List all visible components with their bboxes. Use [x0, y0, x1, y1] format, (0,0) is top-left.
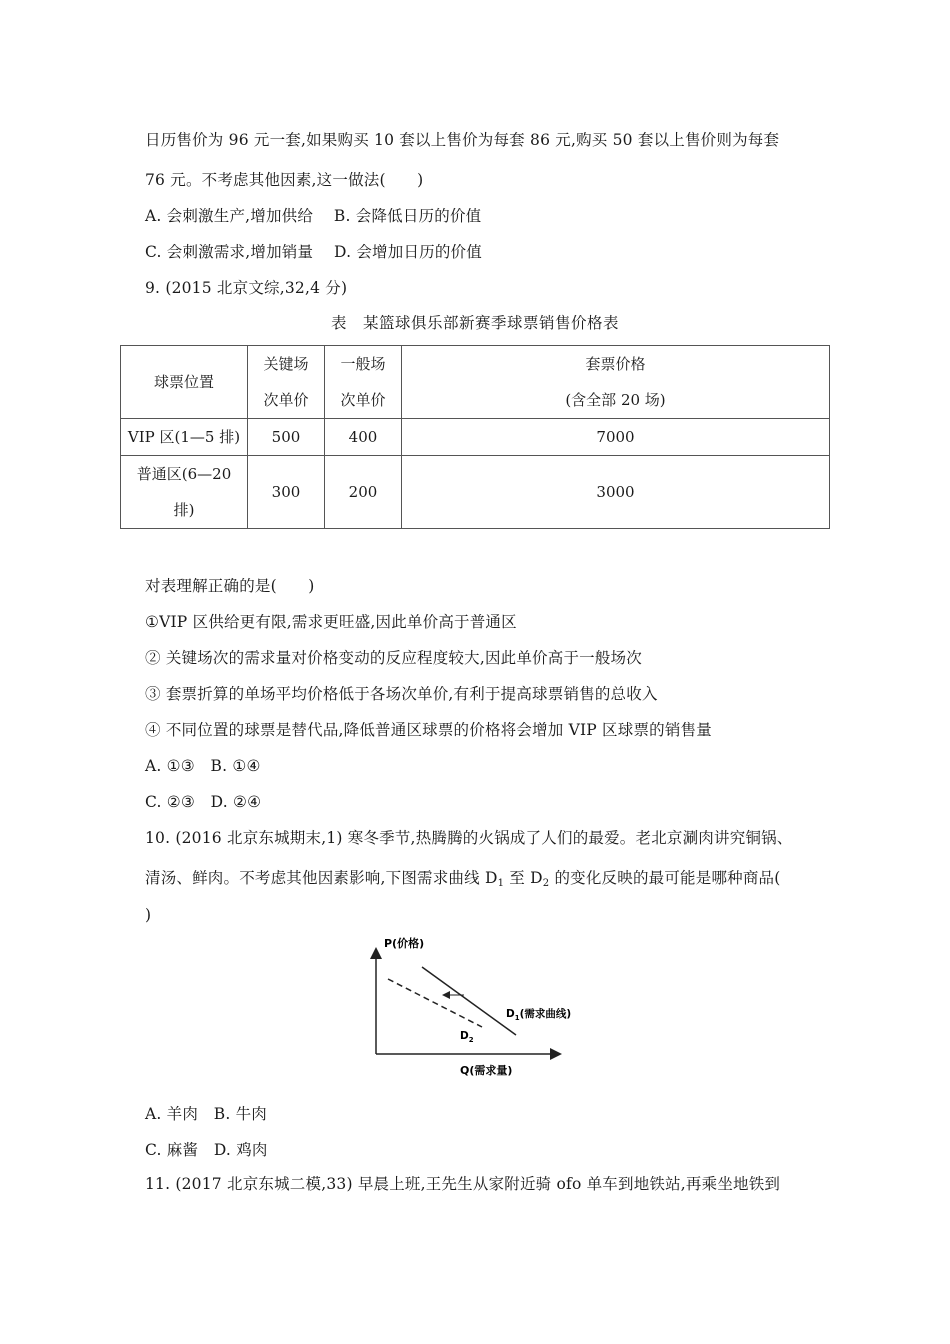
d1-subscript: 1	[514, 1014, 520, 1022]
y-axis-label: P(价格)	[384, 937, 425, 950]
q8-options-ab: A. 会刺激生产,增加供给 B. 会降低日历的价值	[145, 207, 482, 225]
q10-line-2-a: 清汤、鲜肉。不考虑其他因素影响,下图需求曲线 D	[145, 869, 498, 887]
q9-statement-2: ② 关键场次的需求量对价格变动的反应程度较大,因此单价高于一般场次	[145, 649, 642, 667]
q10-line-3: )	[145, 906, 152, 924]
x-axis-label: Q(需求量)	[460, 1064, 513, 1077]
q9-header: 9. (2015 北京文综,32,4 分)	[145, 279, 348, 297]
q9-question: 对表理解正确的是( )	[145, 577, 315, 595]
d1-note: (需求曲线)	[519, 1008, 572, 1020]
header-position: 球票位置	[121, 346, 248, 419]
table-row-regular	[121, 456, 830, 529]
q10-line-2-b: 至 D	[504, 869, 543, 887]
demand-curve-d2	[388, 979, 482, 1027]
demand-curve-graph	[360, 935, 600, 1080]
header-key-price-1: 关键场	[248, 346, 325, 383]
price-table	[120, 345, 830, 529]
d2-subscript: 2	[468, 1036, 474, 1044]
q10-line-1: 10. (2016 北京东城期末,1) 寒冬季节,热腾腾的火锅成了人们的最爱。老北京涮肉讲究铜锅、	[145, 829, 793, 847]
cell-position: VIP 区(1—5 排)	[121, 419, 248, 456]
cell-normal-price: 200	[325, 456, 402, 529]
table-row-vip	[121, 419, 830, 456]
q9-options-cd: C. ②③ D. ②④	[145, 793, 262, 811]
q10-options-cd: C. 麻酱 D. 鸡肉	[145, 1141, 268, 1159]
cell-position-line-1: 普通区(6—20	[136, 465, 232, 483]
q10-line-2-c: 的变化反映的最可能是哪种商品(	[549, 869, 781, 887]
q8-options-cd: C. 会刺激需求,增加销量 D. 会增加日历的价值	[145, 243, 482, 261]
demand-curve-d1	[422, 967, 516, 1035]
cell-key-price: 300	[248, 456, 325, 529]
d2-label	[460, 1030, 474, 1044]
q8-line-1: 日历售价为 96 元一套,如果购买 10 套以上售价为每套 86 元,购买 50 套以上售价则为每套	[145, 131, 780, 149]
q11-line-1: 11. (2017 北京东城二模,33) 早晨上班,王先生从家附近骑 ofo 单车到地铁站,再乘坐地铁到	[145, 1175, 781, 1193]
q9-statement-4: ④ 不同位置的球票是替代品,降低普通区球票的价格将会增加 VIP 区球票的销售量	[145, 721, 712, 739]
q8-line-2: 76 元。不考虑其他因素,这一做法( )	[145, 171, 424, 189]
q9-statement-1: ①VIP 区供给更有限,需求更旺盛,因此单价高于普通区	[145, 613, 517, 631]
q9-options-ab: A. ①③ B. ①④	[145, 757, 261, 775]
d1-letter: D	[506, 1008, 515, 1020]
cell-position-line-2: 排)	[173, 501, 195, 519]
table-caption: 表 某篮球俱乐部新赛季球票销售价格表	[330, 314, 619, 332]
header-package-price-1: 套票价格	[402, 346, 830, 383]
cell-position	[121, 456, 248, 529]
q10-sub-1: 1	[497, 878, 505, 889]
cell-package-price: 3000	[402, 456, 830, 529]
q10-options-ab: A. 羊肉 B. 牛肉	[145, 1105, 267, 1123]
q9-statement-3: ③ 套票折算的单场平均价格低于各场次单价,有利于提高球票销售的总收入	[145, 685, 658, 703]
cell-key-price: 500	[248, 419, 325, 456]
header-normal-price-1: 一般场	[325, 346, 402, 383]
cell-normal-price: 400	[325, 419, 402, 456]
table-header-row	[121, 346, 830, 383]
header-key-price-2: 次单价	[248, 382, 325, 419]
header-normal-price-2: 次单价	[325, 382, 402, 419]
d2-letter: D	[460, 1030, 469, 1042]
q10-sub-2: 2	[542, 878, 550, 889]
d1-label	[506, 1007, 571, 1022]
q10-line-2	[145, 866, 781, 889]
cell-package-price: 7000	[402, 419, 830, 456]
header-package-price-2: (含全部 20 场)	[402, 382, 830, 419]
